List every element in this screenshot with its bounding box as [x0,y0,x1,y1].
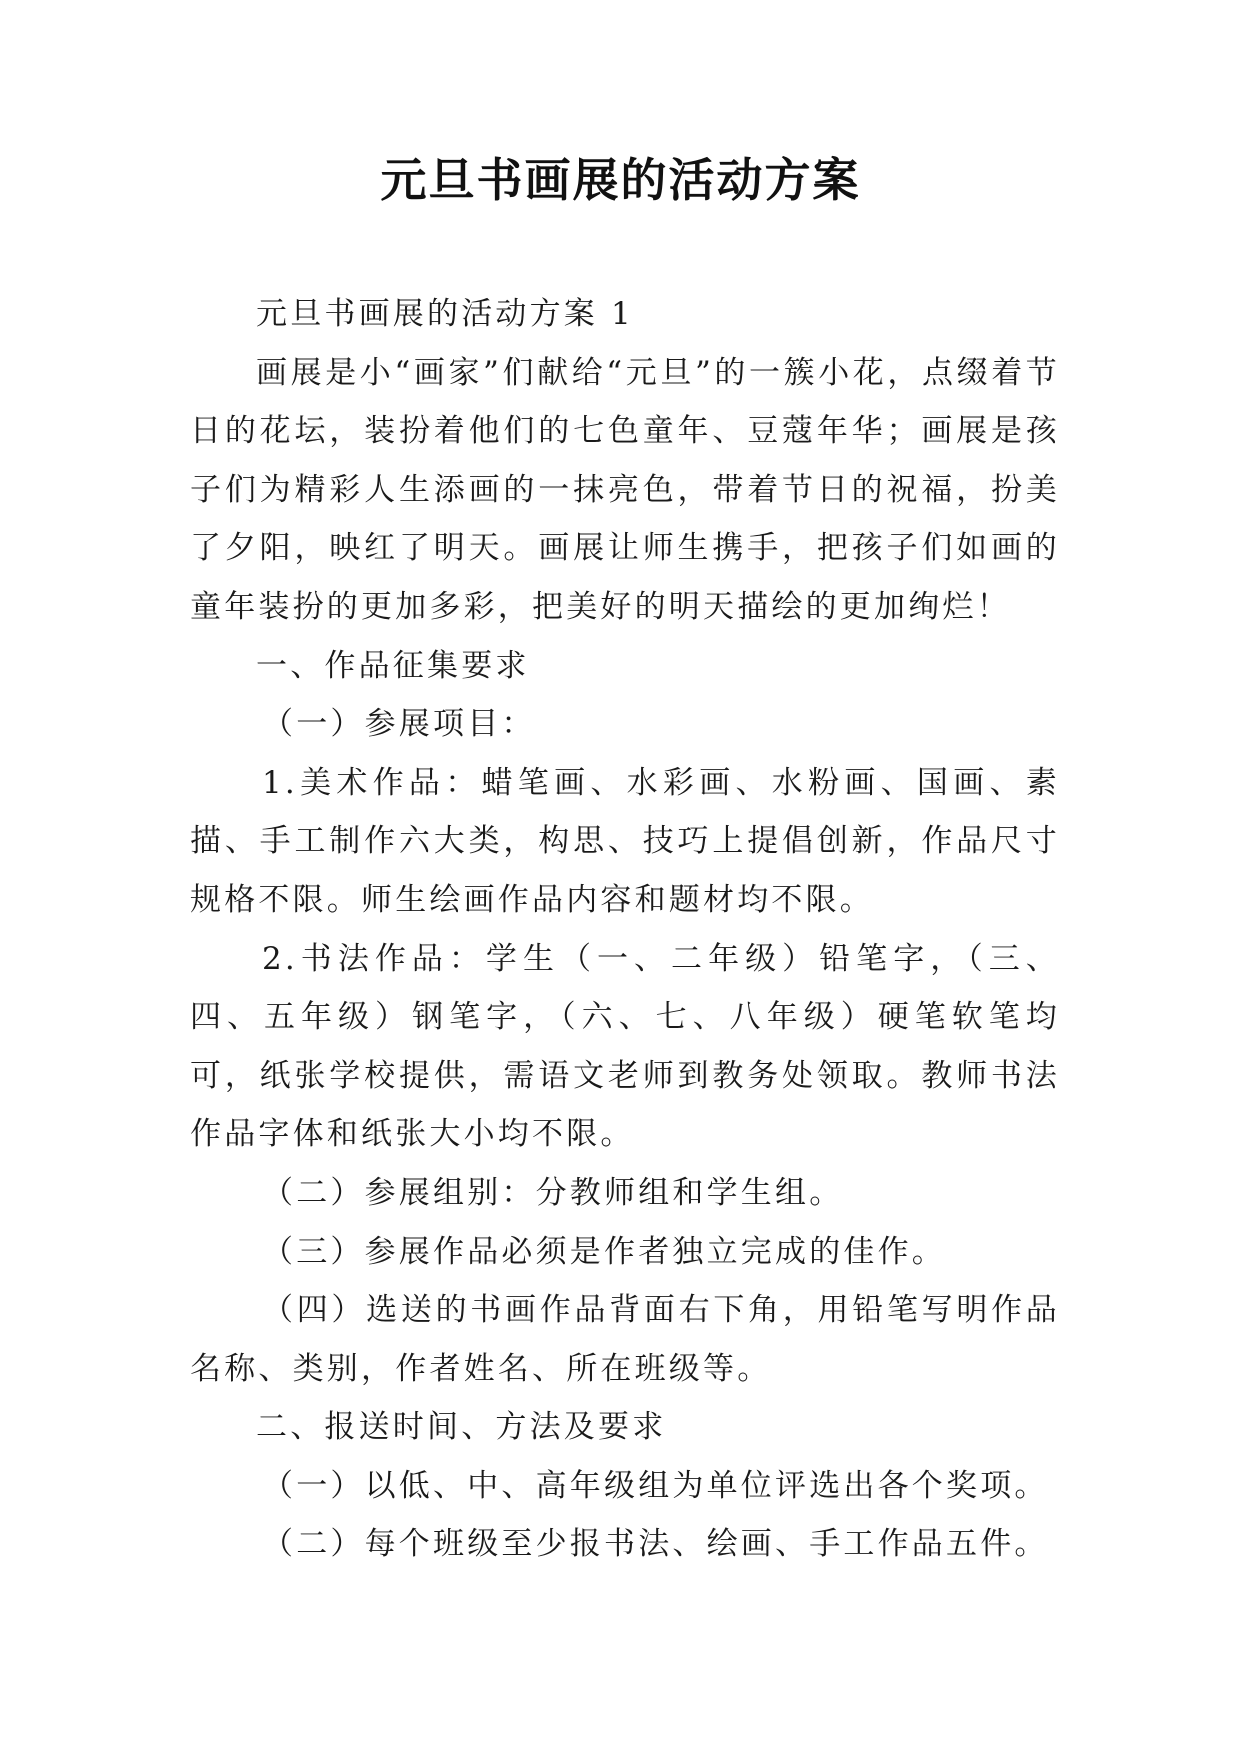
subsection-heading: （二）每个班级至少报书法、绘画、手工作品五件。 [262,1526,1049,1563]
intro-paragraph: 画展是小“画家”们献给“元旦”的一簇小花，点缀着节日的花坛，装扮着他们的七色童年、豆蔻年华；画展是孩子们为精彩人生添画的一抹亮色，带着节日的祝福，扮美了夕阳，映红了明天。画展让师生携手，把孩子们如画的童年装扮的更加多彩，把美好的明天描绘的更加绚烂！ [190,354,1060,625]
subsection-heading: （一）以低、中、高年级组为单位评选出各个奖项。 [262,1467,1049,1504]
subsection-heading: （一）参展项目： [262,706,536,743]
subsection-heading: （二）参展组别：分教师组和学生组。 [262,1174,844,1211]
list-item-paragraph: 1.美术作品：蜡笔画、水彩画、水粉画、国画、素描、手工制作六大类，构思、技巧上提倡创新，作品尺寸规格不限。师生绘画作品内容和题材均不限。 [190,764,1060,918]
subsection-paragraph: （四）选送的书画作品背面右下角，用铅笔写明作品名称、类别，作者姓名、所在班级等。 [190,1292,1060,1387]
document-title: 元旦书画展的活动方案 [380,153,861,207]
document-body [190,285,1060,1574]
section-heading: 元旦书画展的活动方案 1 [256,296,634,332]
list-item-paragraph: 2.书法作品：学生（一、二年级）铅笔字，（三、四、五年级）钢笔字，（六、七、八年级）硬笔软笔均可，纸张学校提供，需语文老师到教务处领取。教师书法作品字体和纸张大小均不限。 [190,940,1060,1153]
section-heading: 一、作品征集要求 [256,647,530,684]
section-heading: 二、报送时间、方法及要求 [256,1409,667,1446]
subsection-heading: （三）参展作品必须是作者独立完成的佳作。 [262,1233,946,1270]
